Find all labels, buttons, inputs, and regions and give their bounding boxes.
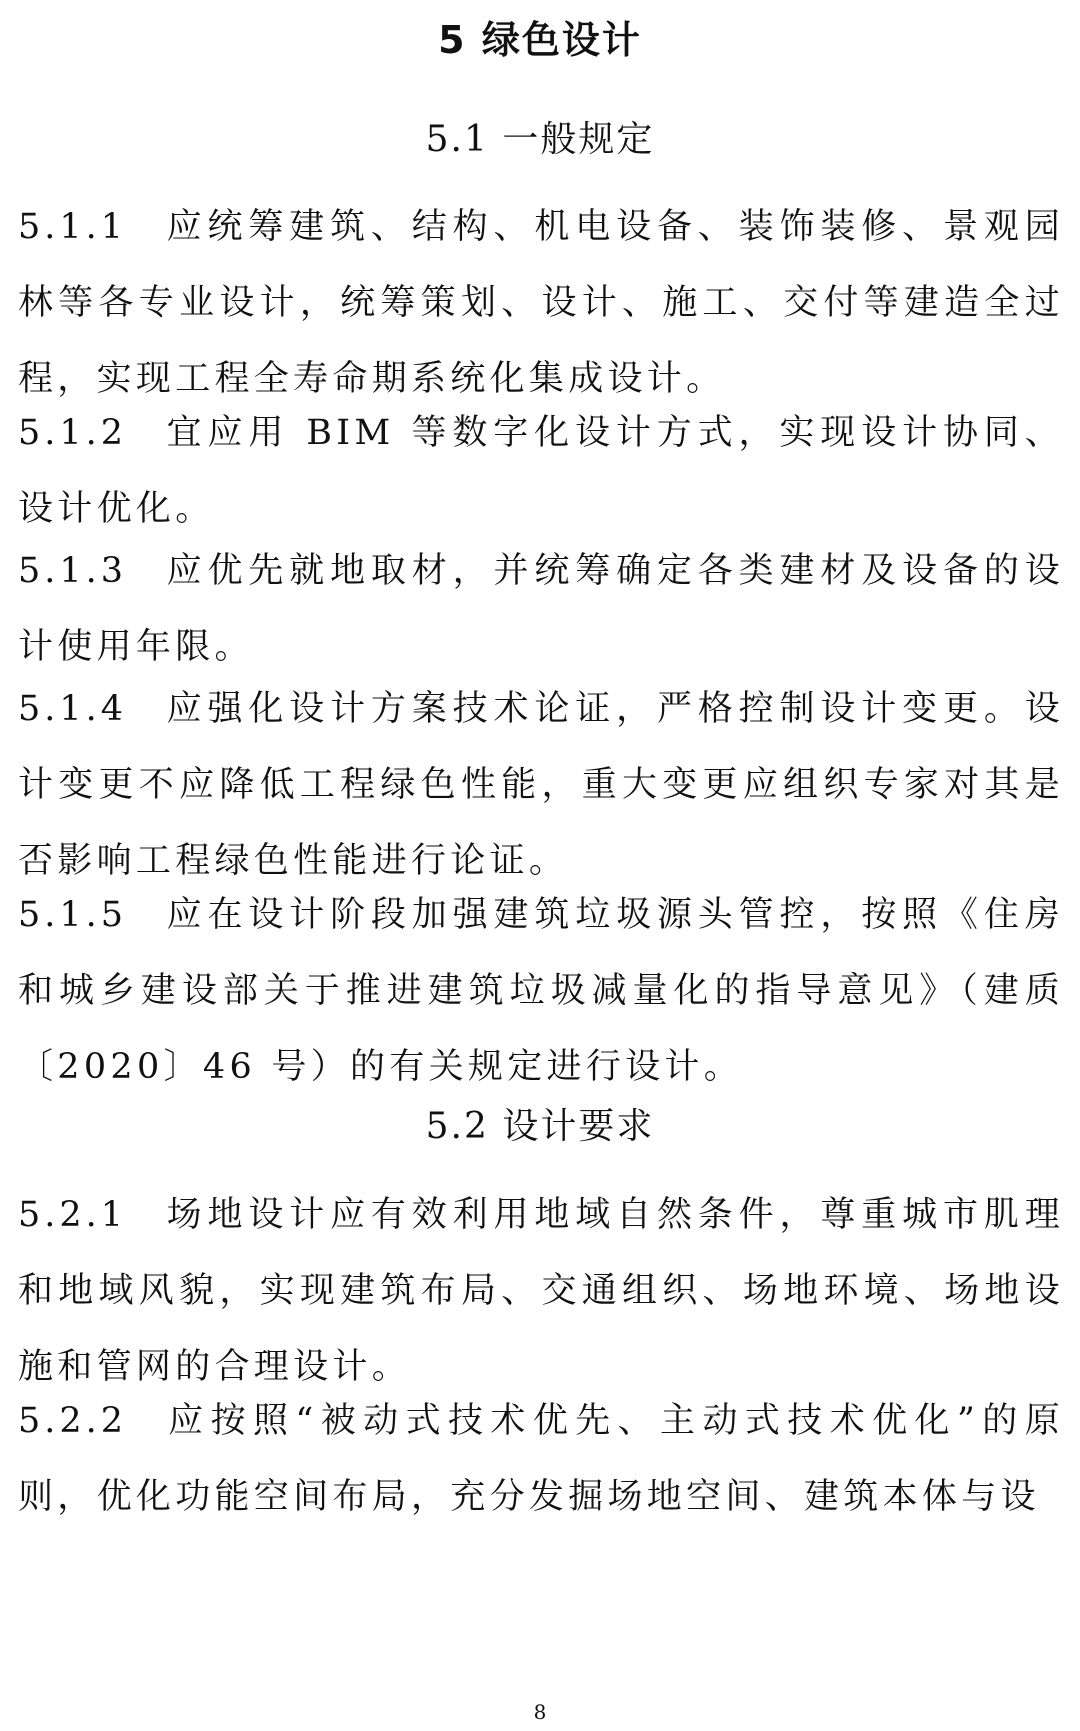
clause-5-1-3: [18, 533, 1064, 685]
clause-text: 应优先就地取材，并统筹确定各类建材及设备的设计使用年限。: [18, 551, 1064, 667]
clause-text: 应按照“被动式技术优先、主动式技术优化”的原则，优化功能空间布局，充分发掘场地空间、建筑本体与设: [18, 1401, 1064, 1517]
clause-text: 应统筹建筑、结构、机电设备、装饰装修、景观园林等各专业设计，统筹策划、设计、施工、交付等建造全过程，实现工程全寿命期系统化集成设计。: [18, 207, 1064, 399]
clause-number: 5.1.4: [18, 689, 128, 729]
clause-number: 5.2.2: [18, 1401, 128, 1441]
clause-text: 宜应用 BIM 等数字化设计方式，实现设计协同、设计优化。: [18, 413, 1064, 529]
clause-number: 5.1.1: [18, 207, 128, 247]
clause-text: 场地设计应有效利用地域自然条件，尊重城市肌理和地域风貌，实现建筑布局、交通组织、场地环境、场地设施和管网的合理设计。: [18, 1195, 1064, 1387]
clause-number: 5.1.5: [18, 895, 128, 935]
clause-text: 应在设计阶段加强建筑垃圾源头管控，按照《住房和城乡建设部关于推进建筑垃圾减量化的指导意见》（建质〔2020〕46 号）的有关规定进行设计。: [18, 895, 1064, 1087]
clause-number: 5.2.1: [18, 1195, 128, 1235]
clause-5-2-2: [18, 1383, 1064, 1535]
section-title-5-2: 5.2 设计要求: [425, 1106, 655, 1147]
clause-text: 应强化设计方案技术论证，严格控制设计变更。设计变更不应降低工程绿色性能，重大变更应组织专家对其是否影响工程绿色性能进行论证。: [18, 689, 1064, 881]
page-number: 8: [533, 1700, 547, 1724]
clause-5-1-5: [18, 877, 1064, 1105]
clause-5-2-1: [18, 1177, 1064, 1405]
clause-number: 5.1.2: [18, 413, 128, 453]
clause-5-1-4: [18, 671, 1064, 899]
chapter-title: 5 绿色设计: [438, 18, 642, 62]
clause-5-1-1: [18, 189, 1064, 417]
clause-5-1-2: [18, 395, 1064, 547]
clause-number: 5.1.3: [18, 551, 128, 591]
section-title-5-1: 5.1 一般规定: [425, 119, 655, 160]
